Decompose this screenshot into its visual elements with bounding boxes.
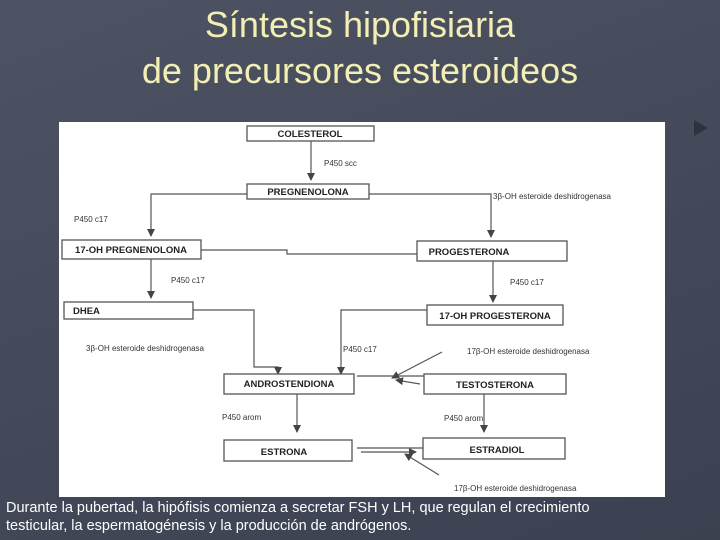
- pathway-svg: [59, 122, 665, 497]
- steroid-pathway-diagram: [59, 122, 665, 497]
- arrow-to-androstendiona: [396, 380, 420, 384]
- arrow-pregnenolona-progesterona: [369, 194, 491, 237]
- arrow-pregnenolona-17oh: [151, 194, 247, 236]
- enzyme-p450c17-a: P450 c17: [74, 215, 108, 224]
- label-estrona: ESTRONA: [260, 447, 308, 458]
- line-17oh-progesterona: [201, 250, 427, 254]
- enzyme-17bhsd-mid: 17β-OH esteroide deshidrogenasa: [467, 347, 590, 356]
- enzyme-p450c17-c: P450 c17: [510, 278, 544, 287]
- enzyme-3bhsd-top: 3β-OH esteroide deshidrogenasa: [493, 192, 612, 201]
- caption: [6, 499, 716, 535]
- label-estradiol: ESTRADIOL: [469, 445, 525, 456]
- label-dhea: DHEA: [73, 306, 100, 317]
- enzyme-17bhsd-bottom: 17β-OH esteroide deshidrogenasa: [454, 484, 577, 493]
- title-line-1: Síntesis hipofisiaria: [204, 4, 516, 45]
- label-17oh-progesterona: 17-OH PROGESTERONA: [439, 311, 551, 322]
- enzyme-p450c17-b: P450 c17: [171, 276, 205, 285]
- enzyme-p450c17-d: P450 c17: [343, 345, 377, 354]
- slide-title: [0, 2, 720, 94]
- label-testosterona: TESTOSTERONA: [456, 380, 534, 391]
- label-progesterona: PROGESTERONA: [428, 247, 510, 258]
- label-17oh-pregnenolona: 17-OH PREGNENOLONA: [75, 245, 187, 256]
- enzyme-p450-scc: P450 scc: [324, 159, 357, 168]
- enzyme-p450arom-left: P450 arom: [222, 413, 262, 422]
- label-colesterol: COLESTEROL: [277, 129, 343, 140]
- title-line-2: de precursores esteroideos: [141, 50, 579, 91]
- arrow-dhea-androstendiona: [193, 310, 278, 374]
- decorative-arrow-icon: [694, 120, 708, 136]
- caption-line-2: testicular, la espermatogénesis y la producción de andrógenos.: [6, 518, 412, 534]
- enzyme-3bhsd-left: 3β-OH esteroide deshidrogenasa: [86, 344, 205, 353]
- label-pregnenolona: PREGNENOLONA: [267, 187, 349, 198]
- enzyme-p450arom-right: P450 arom: [444, 414, 484, 423]
- caption-line-1: Durante la pubertad, la hipófisis comienza a secretar FSH y LH, que regulan el crecimiento: [6, 500, 590, 516]
- label-androstendiona: ANDROSTENDIONA: [243, 379, 335, 390]
